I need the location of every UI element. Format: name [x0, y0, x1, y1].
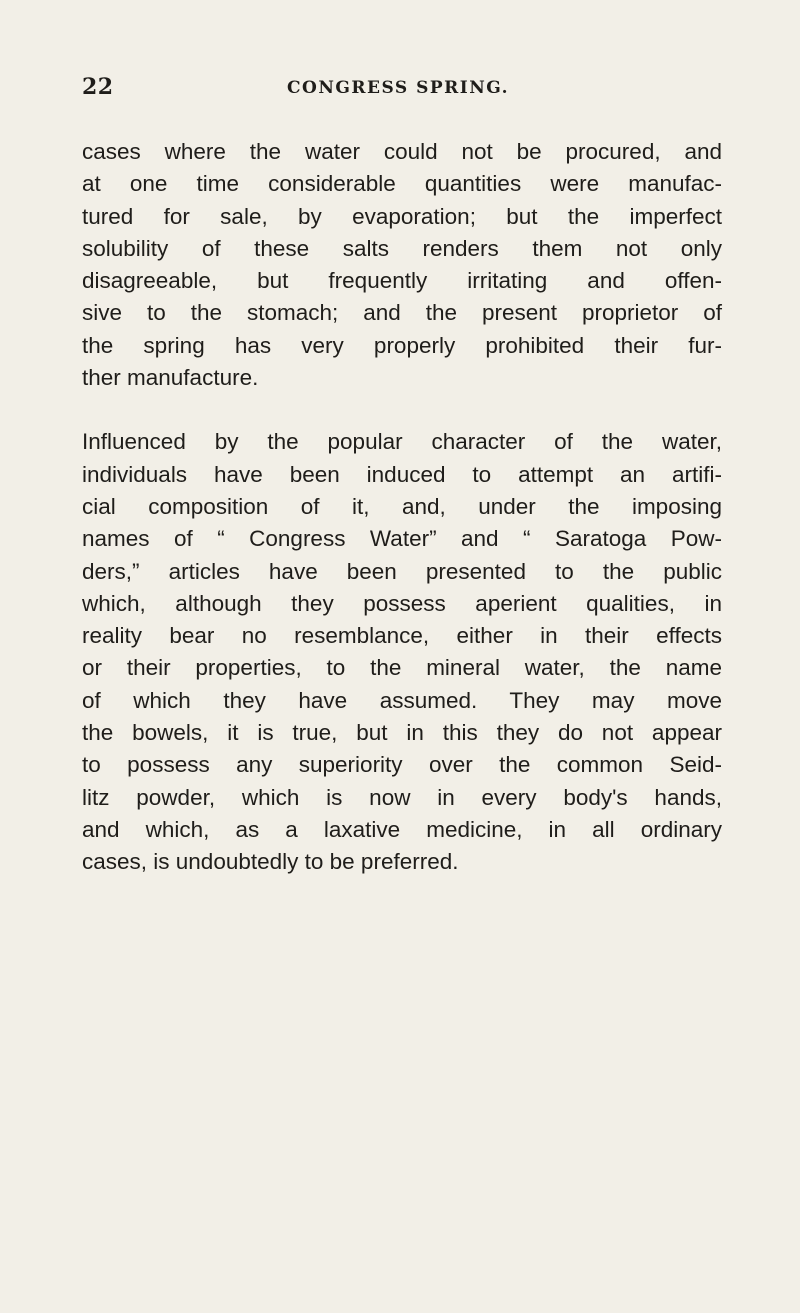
text-line: disagreeable, but frequently irritating and offen-	[82, 268, 722, 294]
text-line: litz powder, which is now in every body's hands,	[82, 784, 722, 810]
text-line: ther manufacture.	[82, 365, 259, 391]
text-line: the bowels, it is true, but in this they do not appear	[82, 720, 722, 746]
text-line: cases, is undoubtedly to be preferred.	[82, 849, 459, 875]
body-text	[82, 136, 722, 879]
text-line: reality bear no resemblance, either in their effects	[82, 623, 722, 649]
text-line: cial composition of it, and, under the imposing	[82, 493, 722, 519]
running-title: CONGRESS SPRING.	[287, 78, 510, 98]
text-line: tured for sale, by evaporation; but the imperfect	[82, 203, 722, 229]
text-line: ders,” articles have been presented to the public	[82, 558, 722, 584]
paragraph-1	[82, 136, 722, 394]
text-line: which, although they possess aperient qualities, in	[82, 590, 722, 616]
text-line: Influenced by the popular character of the water,	[82, 429, 722, 455]
text-line: the spring has very properly prohibited their fur-	[82, 332, 722, 358]
text-line: names of “ Congress Water” and “ Saratoga Pow-	[82, 526, 722, 552]
text-line: sive to the stomach; and the present proprietor of	[82, 300, 722, 326]
page-number: 22	[82, 74, 114, 100]
text-line: of which they have assumed. They may move	[82, 687, 722, 713]
paragraph-gap	[82, 394, 722, 426]
text-line: individuals have been induced to attempt an artifi-	[82, 461, 722, 487]
text-line: cases where the water could not be procured, and	[82, 139, 722, 164]
text-line: to possess any superiority over the common Seid-	[82, 752, 722, 778]
text-line: at one time considerable quantities were manufac-	[82, 171, 722, 197]
paragraph-2	[82, 426, 722, 878]
text-line: solubility of these salts renders them not only	[82, 235, 722, 261]
running-header	[82, 74, 712, 110]
text-line: and which, as a laxative medicine, in all ordinary	[82, 816, 722, 842]
text-line: or their properties, to the mineral water, the name	[82, 655, 722, 681]
